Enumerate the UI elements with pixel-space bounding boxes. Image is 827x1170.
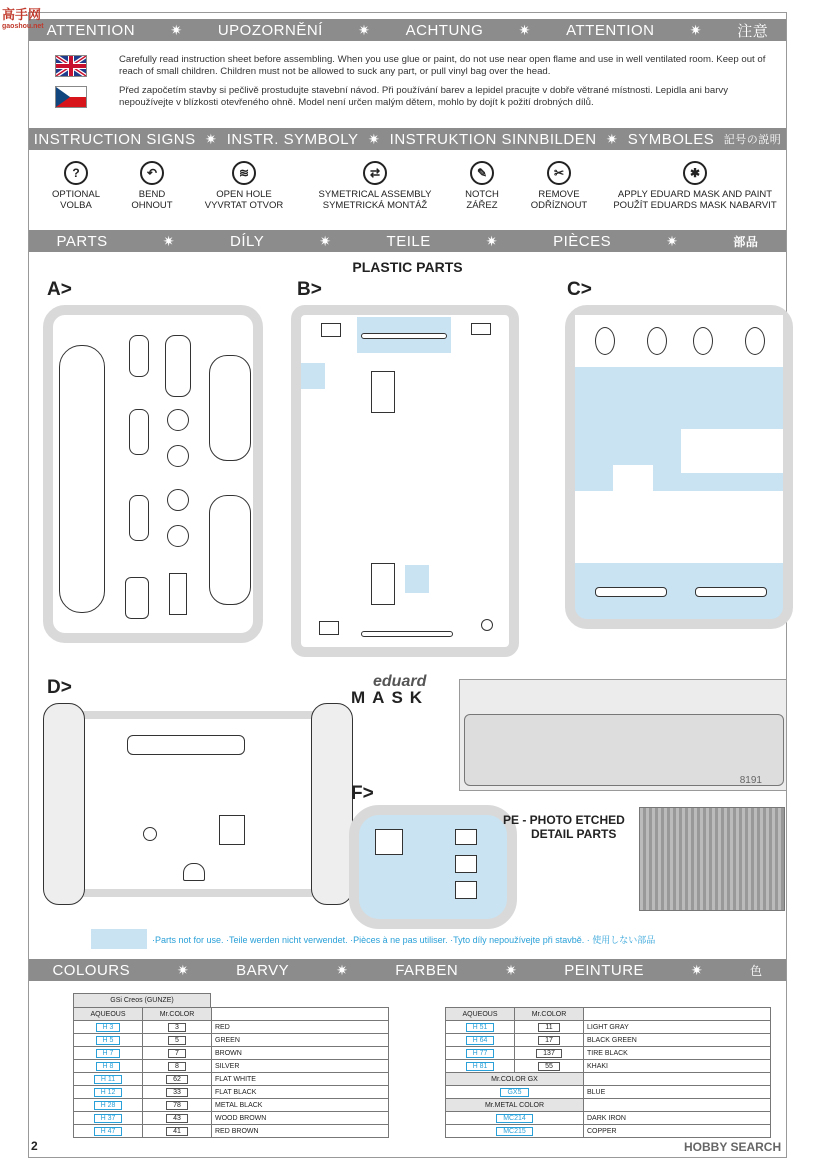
warning-en: Carefully read instruction sheet before assembling. When you use glue or paint, do not use near open flame and use in well ventilated room. Keep out of reach of small children. Children must not be allowed to suck any part, or pull vinyl bag over the head. bbox=[119, 54, 766, 77]
c-white-area-4 bbox=[613, 465, 653, 501]
paint-name: SILVER bbox=[212, 1060, 389, 1073]
mask-frame bbox=[464, 714, 784, 786]
paint-code-cell bbox=[143, 1021, 212, 1034]
paint-code: H 37 bbox=[94, 1114, 123, 1123]
sign-label: REMOVE bbox=[538, 189, 580, 200]
paint-name: METAL BLACK bbox=[212, 1099, 389, 1112]
sprue-f-label: F> bbox=[351, 783, 374, 804]
sign-label: ZÁŘEZ bbox=[466, 200, 498, 211]
sign-label: ODŘÍZNOUT bbox=[530, 200, 588, 211]
paint-code-cell bbox=[446, 1047, 515, 1060]
symmetrical-icon: ⇄ bbox=[363, 161, 387, 185]
paint-code-cell bbox=[74, 1112, 143, 1125]
part-b38 bbox=[319, 621, 339, 635]
paint-code: H 5 bbox=[96, 1036, 121, 1045]
gunze-brand: GSi Creos (GUNZE) bbox=[73, 993, 211, 1008]
paint-row bbox=[74, 1021, 389, 1034]
signs-cz: INSTR. SYMBOLY bbox=[226, 130, 359, 148]
colours-fr: PEINTURE bbox=[564, 961, 645, 979]
spacer bbox=[584, 1099, 771, 1112]
paint-code-cell bbox=[446, 1112, 584, 1125]
paint-row bbox=[74, 1112, 389, 1125]
sign-label: OPEN HOLE bbox=[216, 189, 272, 200]
paint-row bbox=[446, 1047, 771, 1060]
sign-label: POUŽÍT EDUARDS MASK NABARVIT bbox=[613, 200, 777, 211]
paint-code: 8 bbox=[168, 1062, 186, 1071]
signs-fr: SYMBOLES bbox=[627, 130, 715, 148]
paint-code: 7 bbox=[168, 1049, 186, 1058]
spacer bbox=[584, 1073, 771, 1086]
paint-code: H 7 bbox=[96, 1049, 121, 1058]
paint-row bbox=[446, 1060, 771, 1073]
part-f3 bbox=[455, 855, 477, 873]
sign-label: SYMETRICAL ASSEMBLY bbox=[318, 189, 432, 200]
part-f1 bbox=[375, 829, 403, 855]
question-icon: ? bbox=[64, 161, 88, 185]
pe-title-2: DETAIL PARTS bbox=[531, 827, 617, 841]
sign-label: BEND bbox=[138, 189, 166, 200]
sign-bend bbox=[117, 161, 187, 211]
col-name bbox=[584, 1008, 771, 1021]
sign-optional bbox=[39, 161, 113, 211]
warning-cz: Před započetím stavby si pečlivě prostudujte stavební návod. Při používání barev a lepidel pracujte v dobře větrané místnosti. Lepidla ani barvy nepoužívejte v blízkosti otevřeného ohně. Model není určen malým dětem, mohlo by dojít k požití drobných dílů. bbox=[119, 85, 729, 108]
hobby-search-logo: HOBBY SEARCH bbox=[684, 1140, 782, 1154]
col-mrcolor: Mr.COLOR bbox=[143, 1008, 212, 1021]
paint-code: 3 bbox=[168, 1023, 186, 1032]
paint-row bbox=[74, 1034, 389, 1047]
colours-de: FARBEN bbox=[395, 961, 459, 979]
colours-jp: 色 bbox=[750, 963, 763, 978]
col-name bbox=[212, 1008, 389, 1021]
sign-label: NOTCH bbox=[465, 189, 499, 200]
part-a13 bbox=[167, 409, 189, 431]
sign-label: OHNOUT bbox=[131, 200, 173, 211]
paint-code: 41 bbox=[166, 1127, 188, 1136]
paint-code: H 51 bbox=[466, 1023, 495, 1032]
parts-de: TEILE bbox=[386, 232, 431, 250]
part-a2 bbox=[209, 495, 251, 605]
paint-code-cell bbox=[74, 1086, 143, 1099]
attention-fr: ATTENTION bbox=[566, 21, 655, 39]
paint-code-cell bbox=[74, 1047, 143, 1060]
sprue-a-label: A> bbox=[47, 279, 72, 300]
paint-code: H 28 bbox=[94, 1101, 123, 1110]
paint-name: FLAT WHITE bbox=[212, 1073, 389, 1086]
notch-icon: ✎ bbox=[470, 161, 494, 185]
paint-code: H 64 bbox=[466, 1036, 495, 1045]
col-aqueous: AQUEOUS bbox=[74, 1008, 143, 1021]
paint-code: MC215 bbox=[496, 1127, 533, 1136]
gx-title: Mr.COLOR GX bbox=[446, 1073, 584, 1086]
paint-name: FLAT BLACK bbox=[212, 1086, 389, 1099]
sprue-c bbox=[565, 305, 793, 629]
paint-code-cell bbox=[515, 1047, 584, 1060]
paint-code-cell bbox=[74, 1125, 143, 1138]
paint-code: 11 bbox=[538, 1023, 559, 1032]
paint-code-cell bbox=[446, 1021, 515, 1034]
part-b33 bbox=[371, 563, 395, 605]
paint-code-cell bbox=[446, 1125, 584, 1138]
part-b21 bbox=[371, 371, 395, 413]
signs-bar: INSTRUCTION SIGNS ✷ INSTR. SYMBOLY ✷ INSTRUKTION SINNBILDEN ✷ SYMBOLES 記号の説明 bbox=[29, 128, 786, 150]
attention-jp: 注意 bbox=[737, 22, 769, 40]
sprue-d bbox=[43, 703, 353, 913]
bend-icon: ↶ bbox=[140, 161, 164, 185]
part-a4 bbox=[125, 577, 149, 619]
instruction-page bbox=[28, 12, 787, 1158]
paint-code-cell bbox=[446, 1034, 515, 1047]
attention-cz: UPOZORNĚNÍ bbox=[217, 21, 323, 39]
paint-row bbox=[74, 1099, 389, 1112]
part-a11 bbox=[167, 489, 189, 511]
remove-icon: ✂ bbox=[547, 161, 571, 185]
part-c17a bbox=[595, 587, 667, 597]
part-a5 bbox=[129, 495, 149, 541]
part-d6 bbox=[219, 815, 245, 845]
part-d5 bbox=[183, 863, 205, 881]
parts-fr: PIÈCES bbox=[553, 232, 612, 250]
sprue-b bbox=[291, 305, 519, 657]
site-logo bbox=[2, 4, 44, 30]
paint-code-cell bbox=[143, 1060, 212, 1073]
attention-en: ATTENTION bbox=[46, 21, 136, 39]
paint-row bbox=[446, 1112, 771, 1125]
paint-code: 43 bbox=[166, 1114, 188, 1123]
part-d3 bbox=[127, 735, 245, 755]
sign-mask bbox=[609, 161, 781, 211]
col-aqueous: AQUEOUS bbox=[446, 1008, 515, 1021]
signs-jp: 記号の説明 bbox=[723, 134, 782, 146]
eduard-logo: eduard bbox=[373, 673, 427, 690]
paint-code-cell bbox=[143, 1073, 212, 1086]
paint-code-cell bbox=[446, 1086, 584, 1099]
unused-b17 bbox=[405, 565, 429, 593]
part-a1 bbox=[59, 345, 105, 613]
part-f5 bbox=[455, 881, 477, 899]
part-d4 bbox=[143, 827, 157, 841]
part-a3 bbox=[209, 355, 251, 461]
paint-name: RED BROWN bbox=[212, 1125, 389, 1138]
sign-label: VOLBA bbox=[60, 200, 92, 211]
sign-label: VYVRTAT OTVOR bbox=[204, 200, 284, 211]
paint-code: H 47 bbox=[94, 1127, 123, 1136]
paint-code: 78 bbox=[166, 1101, 188, 1110]
part-a7 bbox=[129, 335, 149, 377]
sprue-a bbox=[43, 305, 263, 643]
part-b20 bbox=[321, 323, 341, 337]
paint-code: H 12 bbox=[94, 1088, 123, 1097]
signs-en: INSTRUCTION SIGNS bbox=[33, 130, 196, 148]
parts-cz: DÍLY bbox=[229, 232, 265, 250]
pe-title-1: PE - PHOTO ETCHED bbox=[503, 813, 625, 827]
sign-label: OPTIONAL bbox=[51, 189, 101, 200]
colours-bar: COLOURS ✷ BARVY ✷ FARBEN ✷ PEINTURE ✷ 色 bbox=[29, 959, 786, 981]
paint-name: COPPER bbox=[584, 1125, 771, 1138]
sprue-c-label: C> bbox=[567, 279, 592, 300]
colours-en: COLOURS bbox=[52, 961, 131, 979]
parts-bar: PARTS ✷ DÍLY ✷ TEILE ✷ PIÈCES ✷ 部品 bbox=[29, 230, 786, 252]
paint-table-right bbox=[445, 1007, 771, 1138]
paint-code: GX5 bbox=[500, 1088, 528, 1097]
attention-bar: ATTENTION ✷ UPOZORNĚNÍ ✷ ACHTUNG ✷ ATTENTION ✷ 注意 bbox=[29, 19, 786, 41]
paint-name: RED bbox=[212, 1021, 389, 1034]
paint-code: H 81 bbox=[466, 1062, 495, 1071]
attention-de: ACHTUNG bbox=[405, 21, 484, 39]
unused-legend-text: ·Parts not for use. ·Teile werden nicht verwendet. ·Pièces à ne pas utiliser. ·Tyto díly nepoužívejte při stavbě. · 使用しない部品 bbox=[152, 935, 656, 945]
sign-label: APPLY EDUARD MASK AND PAINT bbox=[617, 189, 773, 200]
part-a10 bbox=[167, 525, 189, 547]
part-b3 bbox=[471, 323, 491, 335]
mask-icon: ✱ bbox=[683, 161, 707, 185]
paint-code-cell bbox=[143, 1099, 212, 1112]
paint-name: KHAKI bbox=[584, 1060, 771, 1073]
sign-notch bbox=[449, 161, 515, 211]
paint-code-cell bbox=[515, 1060, 584, 1073]
paint-code: 62 bbox=[166, 1075, 188, 1084]
site-logo-text: 高手网 bbox=[2, 7, 42, 22]
paint-code: MC214 bbox=[496, 1114, 533, 1123]
paint-row bbox=[446, 1021, 771, 1034]
paint-row bbox=[74, 1047, 389, 1060]
c-white-area-3 bbox=[575, 491, 783, 563]
part-f2 bbox=[455, 829, 477, 845]
paint-code: H 3 bbox=[96, 1023, 121, 1032]
part-d2 bbox=[311, 703, 353, 905]
part-c17b bbox=[695, 587, 767, 597]
paint-code-cell bbox=[143, 1112, 212, 1125]
paint-name: WOOD BROWN bbox=[212, 1112, 389, 1125]
paint-row bbox=[74, 1086, 389, 1099]
sign-label: SYMETRICKÁ MONTÁŽ bbox=[322, 200, 428, 211]
paint-code: H 8 bbox=[96, 1062, 121, 1071]
paint-row bbox=[74, 1073, 389, 1086]
drill-icon: ≋ bbox=[232, 161, 256, 185]
site-url: gaoshou.net bbox=[2, 23, 44, 30]
paint-name: BLACK GREEN bbox=[584, 1034, 771, 1047]
sprue-d-label: D> bbox=[47, 677, 72, 698]
paint-code-cell bbox=[143, 1047, 212, 1060]
part-a6 bbox=[129, 409, 149, 455]
paint-code: 17 bbox=[538, 1036, 560, 1045]
paint-code-cell bbox=[74, 1099, 143, 1112]
sign-remove bbox=[519, 161, 599, 211]
paint-code-cell bbox=[515, 1034, 584, 1047]
paint-name: DARK IRON bbox=[584, 1112, 771, 1125]
part-b1 bbox=[361, 333, 447, 339]
part-d1 bbox=[43, 703, 85, 905]
paint-code-cell bbox=[143, 1125, 212, 1138]
sprue-f bbox=[349, 805, 517, 929]
mask-word: MASK bbox=[351, 688, 430, 707]
paint-code-cell bbox=[143, 1086, 212, 1099]
part-c1 bbox=[745, 327, 765, 355]
c-white-area-2 bbox=[681, 429, 783, 473]
paint-name: BLUE bbox=[584, 1086, 771, 1099]
mask-sheet bbox=[459, 679, 787, 791]
part-c4 bbox=[595, 327, 615, 355]
paint-row bbox=[446, 1086, 771, 1099]
paint-code: 55 bbox=[538, 1062, 560, 1071]
paint-row bbox=[446, 1125, 771, 1138]
part-c2 bbox=[693, 327, 713, 355]
paint-name: TIRE BLACK bbox=[584, 1047, 771, 1060]
paint-code-cell bbox=[515, 1021, 584, 1034]
part-a9 bbox=[169, 573, 187, 615]
sprue-b-label: B> bbox=[297, 279, 322, 300]
paint-row bbox=[74, 1060, 389, 1073]
parts-jp: 部品 bbox=[733, 234, 759, 249]
part-b39 bbox=[481, 619, 493, 631]
paint-code-cell bbox=[143, 1034, 212, 1047]
paint-code-cell bbox=[74, 1021, 143, 1034]
sign-open-hole bbox=[191, 161, 297, 211]
paint-code: H 77 bbox=[466, 1049, 495, 1058]
paint-code-cell bbox=[74, 1034, 143, 1047]
paint-name: BROWN bbox=[212, 1047, 389, 1060]
col-mrcolor: Mr.COLOR bbox=[515, 1008, 584, 1021]
paint-code-cell bbox=[74, 1060, 143, 1073]
paint-code: 5 bbox=[168, 1036, 186, 1045]
paint-code-cell bbox=[446, 1060, 515, 1073]
unused-b24 bbox=[301, 363, 325, 389]
paint-code: 137 bbox=[536, 1049, 562, 1058]
cz-flag-icon bbox=[55, 86, 87, 108]
uk-flag-icon bbox=[55, 55, 87, 77]
metal-title: Mr.METAL COLOR bbox=[446, 1099, 584, 1112]
instruction-signs bbox=[29, 161, 786, 221]
plastic-parts-title: PLASTIC PARTS bbox=[352, 259, 463, 275]
part-b2 bbox=[361, 631, 453, 637]
paint-table-left bbox=[73, 1007, 389, 1138]
paint-code: H 11 bbox=[94, 1075, 122, 1084]
part-c3 bbox=[647, 327, 667, 355]
paint-row bbox=[74, 1125, 389, 1138]
page-number: 2 bbox=[31, 1139, 38, 1153]
paint-code-cell bbox=[74, 1073, 143, 1086]
part-a12 bbox=[167, 445, 189, 467]
paint-name: LIGHT GRAY bbox=[584, 1021, 771, 1034]
sign-symmetrical bbox=[307, 161, 443, 211]
signs-de: INSTRUKTION SINNBILDEN bbox=[389, 130, 597, 148]
paint-row bbox=[446, 1034, 771, 1047]
paint-code: 33 bbox=[166, 1088, 188, 1097]
colours-cz: BARVY bbox=[236, 961, 290, 979]
unused-legend-swatch bbox=[91, 929, 147, 949]
mask-code: 8191 bbox=[739, 775, 762, 786]
pe-fret bbox=[639, 807, 785, 911]
paint-name: GREEN bbox=[212, 1034, 389, 1047]
part-a8 bbox=[165, 335, 191, 397]
parts-en: PARTS bbox=[56, 232, 108, 250]
